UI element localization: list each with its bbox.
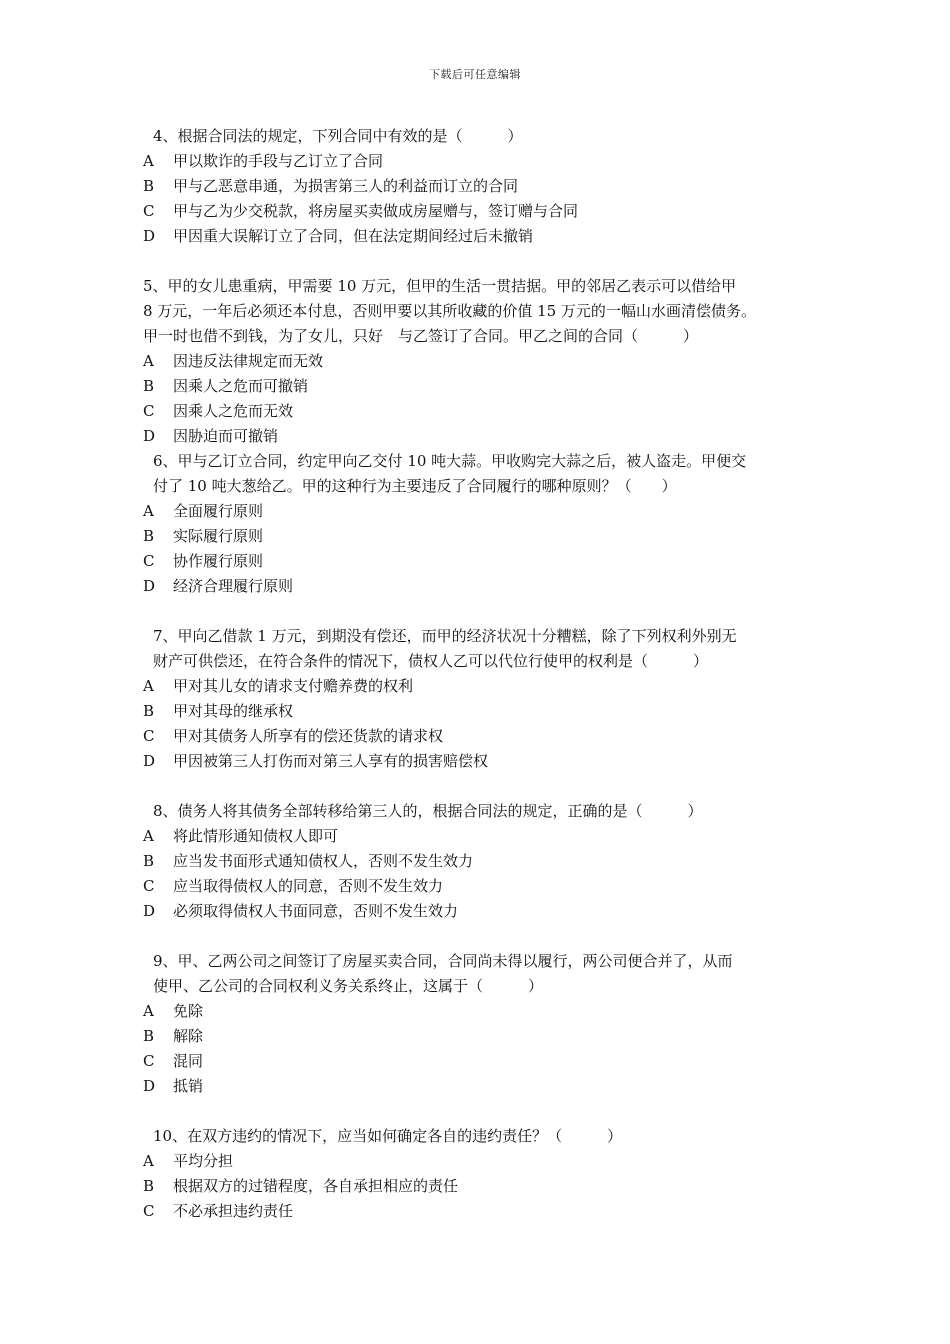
question-stem: 使甲、乙公司的合同权利义务关系终止，这属于（ ） <box>153 977 544 995</box>
question-stem: 8、债务人将其债务全部转移给第三人的，根据合同法的规定，正确的是（ ） <box>153 802 703 820</box>
spacer <box>143 1099 833 1124</box>
option-text: 因违反法律规定而无效 <box>173 352 324 370</box>
question-4 <box>143 124 833 249</box>
option-d <box>143 899 833 924</box>
option-a <box>143 999 833 1024</box>
option-letter: B <box>143 852 155 870</box>
option-b <box>143 699 833 724</box>
question-8 <box>143 799 833 924</box>
option-text: 混同 <box>173 1052 204 1070</box>
option-a <box>143 349 833 374</box>
spacer <box>143 249 833 274</box>
option-text: 因胁迫而可撤销 <box>173 427 279 445</box>
option-text: 甲对其债务人所享有的偿还货款的请求权 <box>173 727 444 745</box>
option-letter: C <box>143 202 155 220</box>
option-a <box>143 149 833 174</box>
option-letter: A <box>143 677 154 695</box>
spacer <box>143 599 833 624</box>
option-text: 必须取得债权人书面同意，否则不发生效力 <box>173 902 459 920</box>
option-c <box>143 549 833 574</box>
option-letter: C <box>143 877 155 895</box>
option-c <box>143 1049 833 1074</box>
question-10 <box>143 1124 833 1224</box>
option-letter: D <box>143 577 156 595</box>
option-a <box>143 824 833 849</box>
question-5 <box>143 274 833 449</box>
option-d <box>143 424 833 449</box>
page-header: 下载后可任意编辑 <box>429 68 521 81</box>
option-a <box>143 499 833 524</box>
option-letter: B <box>143 1027 155 1045</box>
option-letter: D <box>143 427 156 445</box>
option-letter: D <box>143 902 156 920</box>
spacer <box>143 774 833 799</box>
option-c <box>143 1199 833 1224</box>
option-letter: B <box>143 527 155 545</box>
spacer <box>143 924 833 949</box>
option-b <box>143 174 833 199</box>
question-stem: 财产可供偿还，在符合条件的情况下，债权人乙可以代位行使甲的权利是（ ） <box>153 652 709 670</box>
question-stem: 10、在双方违约的情况下，应当如何确定各自的违约责任？（ ） <box>153 1127 623 1145</box>
option-d <box>143 749 833 774</box>
option-text: 免除 <box>173 1002 204 1020</box>
option-text: 因乘人之危而无效 <box>173 402 294 420</box>
option-d <box>143 1074 833 1099</box>
option-letter: C <box>143 1052 155 1070</box>
option-letter: A <box>143 1002 154 1020</box>
question-stem: 5、甲的女儿患重病，甲需要 10 万元，但甲的生活一贯拮据。甲的邻居乙表示可以借给甲 <box>143 277 737 295</box>
option-letter: B <box>143 1177 155 1195</box>
question-7 <box>143 624 833 774</box>
option-text: 因乘人之危而可撤销 <box>173 377 309 395</box>
option-b <box>143 374 833 399</box>
option-b <box>143 524 833 549</box>
option-c <box>143 199 833 224</box>
option-letter: D <box>143 1077 156 1095</box>
option-text: 甲因被第三人打伤而对第三人享有的损害赔偿权 <box>173 752 489 770</box>
option-text: 经济合理履行原则 <box>173 577 294 595</box>
option-letter: A <box>143 827 154 845</box>
option-letter: B <box>143 177 155 195</box>
option-text: 甲对其母的继承权 <box>173 702 294 720</box>
option-letter: B <box>143 377 155 395</box>
question-stem: 付了 10 吨大葱给乙。甲的这种行为主要违反了合同履行的哪种原则？（ ） <box>153 477 677 495</box>
option-letter: A <box>143 352 154 370</box>
option-letter: C <box>143 402 155 420</box>
option-a <box>143 1149 833 1174</box>
question-9 <box>143 949 833 1099</box>
option-text: 甲以欺诈的手段与乙订立了合同 <box>173 152 384 170</box>
option-text: 应当发书面形式通知债权人，否则不发生效力 <box>173 852 474 870</box>
option-a <box>143 674 833 699</box>
option-d <box>143 574 833 599</box>
option-text: 抵销 <box>173 1077 204 1095</box>
option-text: 根据双方的过错程度，各自承担相应的责任 <box>173 1177 459 1195</box>
option-letter: A <box>143 502 154 520</box>
option-text: 将此情形通知债权人即可 <box>173 827 339 845</box>
option-text: 不必承担违约责任 <box>173 1202 294 1220</box>
question-stem: 7、甲向乙借款 1 万元，到期没有偿还，而甲的经济状况十分糟糕，除了下列权利外别无 <box>153 627 737 645</box>
option-letter: D <box>143 227 156 245</box>
option-letter: B <box>143 702 155 720</box>
option-letter: A <box>143 1152 154 1170</box>
option-b <box>143 1174 833 1199</box>
option-text: 甲对其儿女的请求支付赡养费的权利 <box>173 677 414 695</box>
option-b <box>143 1024 833 1049</box>
question-stem: 8 万元，一年后必须还本付息，否则甲要以其所收藏的价值 15 万元的一幅山水画清偿债务。 <box>143 302 756 320</box>
option-d <box>143 224 833 249</box>
option-text: 应当取得债权人的同意，否则不发生效力 <box>173 877 444 895</box>
option-b <box>143 849 833 874</box>
option-letter: C <box>143 1202 155 1220</box>
question-stem: 9、甲、乙两公司之间签订了房屋买卖合同，合同尚未得以履行，两公司便合并了，从而 <box>153 952 733 970</box>
option-letter: C <box>143 552 155 570</box>
question-stem: 6、甲与乙订立合同，约定甲向乙交付 10 吨大蒜。甲收购完大蒜之后，被人盗走。甲便交 <box>153 452 747 470</box>
option-letter: A <box>143 152 154 170</box>
question-list <box>143 124 833 1224</box>
option-text: 全面履行原则 <box>173 502 264 520</box>
option-c <box>143 724 833 749</box>
question-stem: 4、根据合同法的规定，下列合同中有效的是（ ） <box>153 127 523 145</box>
option-text: 解除 <box>173 1027 204 1045</box>
question-stem: 甲一时也借不到钱，为了女儿，只好 与乙签订了合同。甲乙之间的合同（ ） <box>143 327 699 345</box>
option-letter: C <box>143 727 155 745</box>
option-text: 甲与乙为少交税款，将房屋买卖做成房屋赠与，签订赠与合同 <box>173 202 579 220</box>
option-text: 甲因重大误解订立了合同，但在法定期间经过后未撤销 <box>173 227 534 245</box>
option-c <box>143 399 833 424</box>
question-6 <box>143 449 833 599</box>
option-text: 平均分担 <box>173 1152 234 1170</box>
option-text: 实际履行原则 <box>173 527 264 545</box>
option-text: 甲与乙恶意串通，为损害第三人的利益而订立的合同 <box>173 177 519 195</box>
option-letter: D <box>143 752 156 770</box>
option-c <box>143 874 833 899</box>
option-text: 协作履行原则 <box>173 552 264 570</box>
